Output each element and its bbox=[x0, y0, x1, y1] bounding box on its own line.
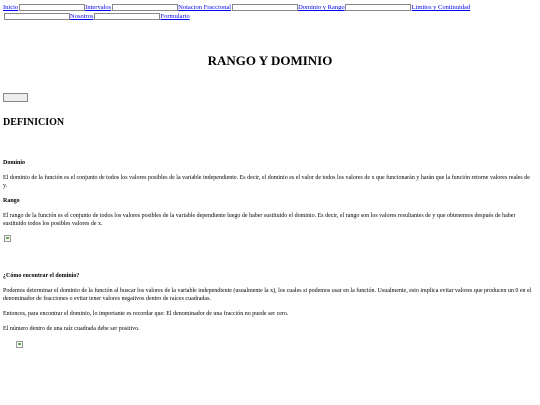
empty-button[interactable] bbox=[3, 93, 28, 102]
question-heading: ¿Cómo encontrar el dominio? bbox=[3, 273, 80, 279]
nav-row-1 bbox=[3, 3, 537, 12]
nav-link-nosotros[interactable]: Nosotros bbox=[70, 13, 94, 20]
nav-link-limites-y-continuidad[interactable]: Limites y Continuidad bbox=[411, 4, 471, 11]
dominio-heading: Dominio bbox=[3, 160, 26, 166]
page-title: RANGO Y DOMINIO bbox=[207, 53, 333, 68]
top-navigation bbox=[3, 3, 537, 21]
nav-separator-box bbox=[345, 4, 411, 11]
domain-paragraph: Podemos determinar el dominio de la función al buscar los valores de la variable independiente (usualmente la x), los cuales si podemos usar en la función. Usualmente, esto implica evitar valores que producen un 0 en el denominador de fracciones o evitar tener valores negativos dentro de raíces cuadradas. bbox=[3, 288, 532, 302]
nav-link-notacion-fraccional[interactable]: Notacion Fraccional bbox=[178, 4, 232, 11]
nav-link-intervalos[interactable]: Intervalos bbox=[85, 4, 112, 11]
nav-separator-box bbox=[112, 4, 178, 11]
rango-text: El rango de la función es el conjunto de todos los valores posibles de la variable dependiente luego de haber sustituido el dominio. Es decir, el rango son los valores resultantes de y que obtenemos después de haber sustituido todos los posibles valores de x. bbox=[3, 213, 516, 227]
domain-rule-square-root: El número dentro de una raíz cuadrada debe ser positivo. bbox=[3, 326, 140, 332]
domain-rule-denominator: Entonces, para encontrar el dominio, lo importante es recordar que: El denominador de una fracción no puede ser cero. bbox=[3, 311, 289, 317]
nav-separator-box bbox=[4, 13, 70, 20]
nav-separator-box bbox=[94, 13, 160, 20]
nav-link-inicio[interactable]: Inicio bbox=[3, 4, 19, 11]
rango-heading: Rango bbox=[3, 198, 20, 204]
nav-link-dominio-y-rango[interactable]: Dominio y Rango bbox=[298, 4, 345, 11]
dominio-text: El dominio de la función es el conjunto de todos los valores posibles de la variable independiente. Es decir, el dominio es el valor de todos los valores de x que funcionarán y harán que la función retorne valores reales de y. bbox=[3, 175, 530, 189]
broken-image-icon bbox=[4, 235, 11, 242]
nav-separator-box bbox=[232, 4, 298, 11]
nav-row-2 bbox=[3, 12, 537, 21]
nav-separator-box bbox=[19, 4, 85, 11]
nav-link-formulario[interactable]: Formulario bbox=[160, 13, 190, 20]
broken-image-icon bbox=[16, 341, 23, 348]
section-title-definicion: DEFINICION bbox=[3, 117, 65, 128]
